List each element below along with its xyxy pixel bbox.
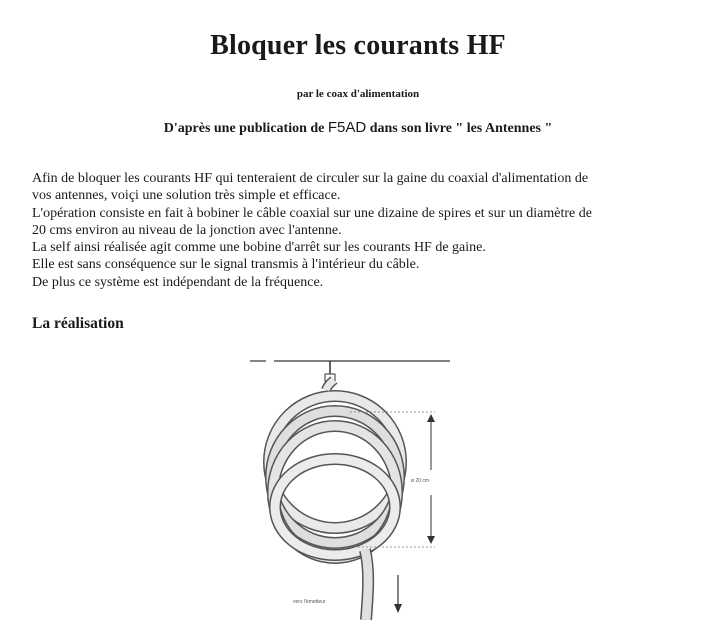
document-title: Bloquer les courants HF [210, 30, 506, 61]
document-subtitle: par le coax d'alimentation [296, 88, 420, 100]
attribution-suffix: dans son livre " les Antennes " [366, 121, 553, 136]
section-heading: La réalisation [32, 315, 124, 332]
coil-diagram [240, 350, 460, 620]
paragraph-line: La self ainsi réalisée agit comme une bobine d'arrêt sur les courants HF de gaine. [32, 240, 486, 256]
attribution-prefix: D'après une publication de [163, 121, 328, 136]
coil-turns [269, 396, 401, 558]
paragraph-line: vos antennes, voiçi une solution très simple et efficace. [32, 188, 341, 204]
paragraph-line: L'opération consiste en fait à bobiner le câble coaxial sur une dizaine de spires et sur un diamètre de [32, 205, 592, 221]
paragraph-line: Elle est sans conséquence sur le signal transmis à l'intérieur du câble. [32, 257, 420, 273]
paragraph-line: 20 cms environ au niveau de la jonction avec l'antenne. [32, 222, 342, 238]
diameter-label: ø 20 cm [411, 478, 430, 484]
feed-label: vers l'émetteur [293, 599, 326, 605]
paragraph-line: De plus ce système est indépendant de la fréquence. [32, 274, 324, 290]
paragraph-line: Afin de bloquer les courants HF qui tenteraient de circuler sur la gaine du coaxial d'alimentation de [32, 171, 589, 186]
intro-paragraph [32, 170, 702, 291]
author-callsign: F5AD [327, 119, 367, 136]
attribution-line [0, 119, 716, 137]
coil-drawing [240, 350, 460, 620]
